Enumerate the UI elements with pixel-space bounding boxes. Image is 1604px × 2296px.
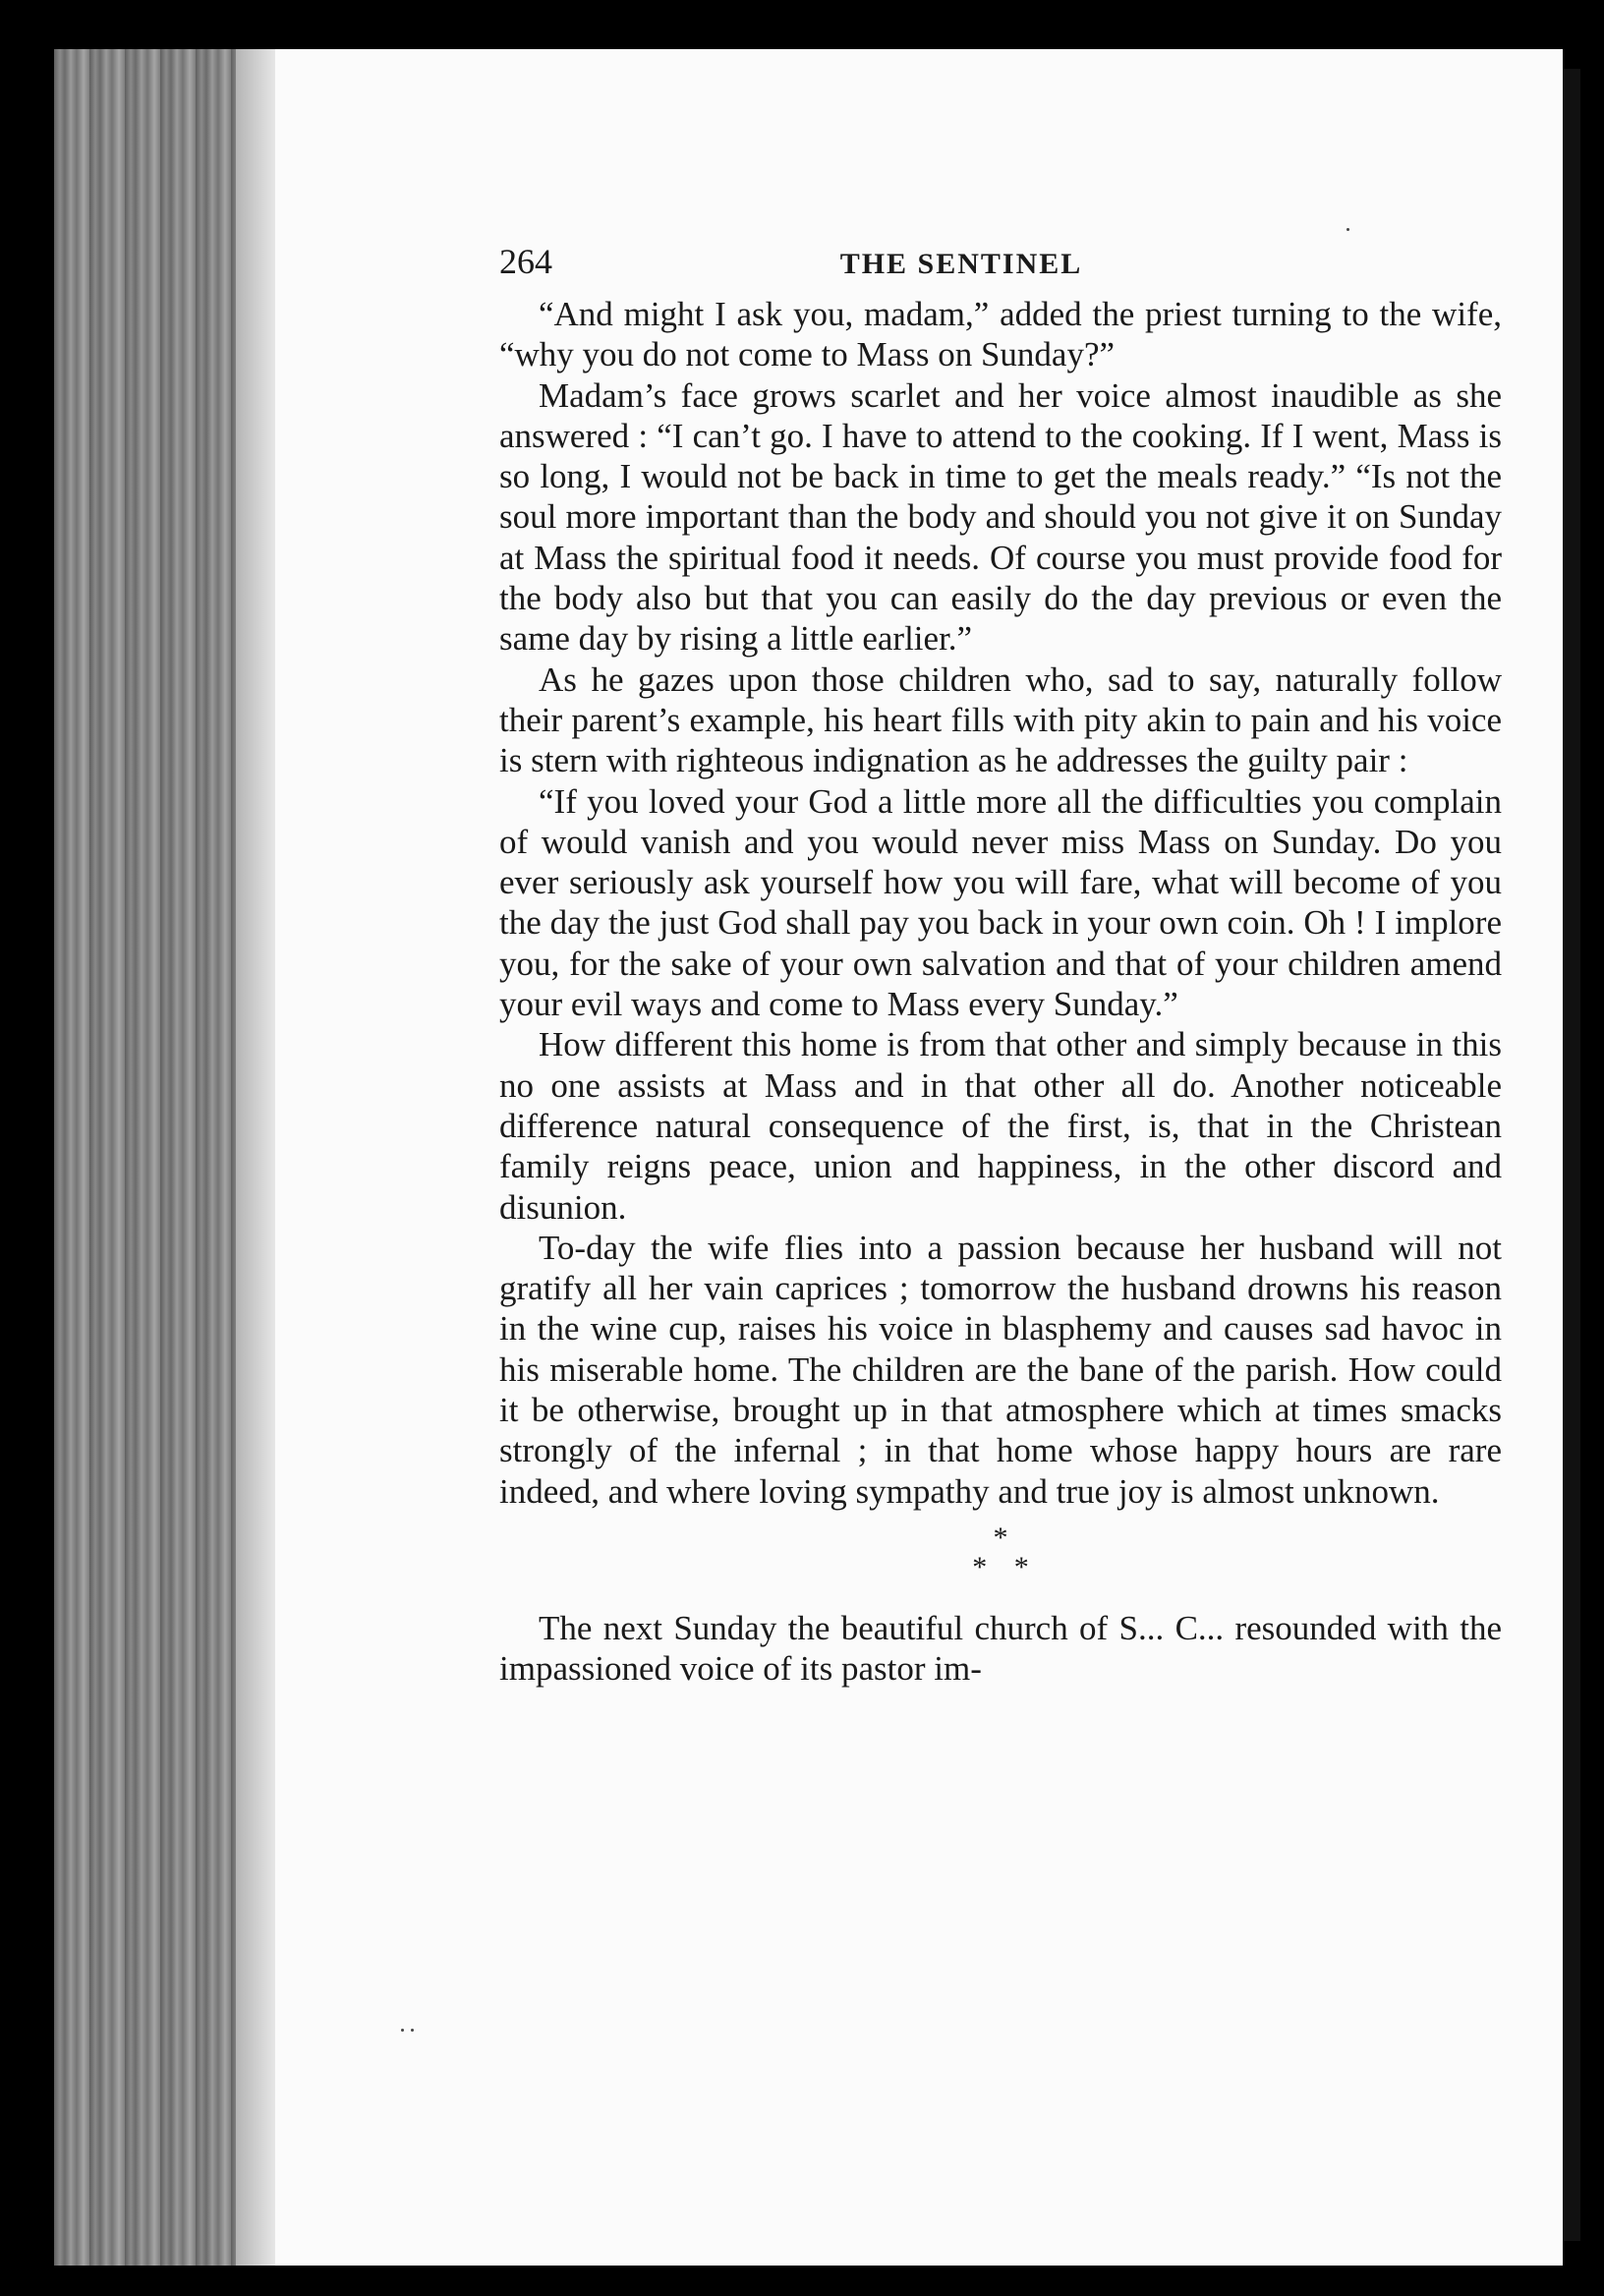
paragraph: To-day the wife flies into a passion because her husband will not gratify all her vain caprices ; tomorrow the husband drowns his reason in the wine cup, raises his voice in blasphemy and causes sad havoc in his miserable home. The children are the bane of the parish. How could it be otherwise, brought up in that atmosphere which at times smacks strongly of the infernal ; in that home whose happy hours are rare indeed, and where loving sympathy and true joy is almost unknown. [499,1228,1502,1511]
paragraph: How different this home is from that other and simply because in this no one assists at Mass and in that other all do. Another noticeable difference natural consequence of the first, is, that in the Christean family reigns peace, union and happiness, in the other discord and disunion. [499,1025,1502,1227]
scan-speck [1346,228,1349,231]
section-break-asterism [499,1523,1502,1582]
paragraph: As he gazes upon those children who, sad to say, naturally follow their parent’s example, his heart fills with pity akin to pain and his voice is stern with righteous indignation as he addresses the guilty pair : [499,660,1502,780]
page-number: 264 [499,242,552,281]
scan-speck [411,2029,414,2032]
paragraph: The next Sunday the beautiful church of S... C... resounded with the impassioned voice of its pastor im- [499,1608,1502,1689]
asterism-bottom: * * [972,1550,1039,1583]
binding-shadow [1563,69,1580,2241]
running-head [499,241,1502,284]
paragraph: Madam’s face grows scarlet and her voice almost inaudible as she answered : “I can’t go. I have to attend to the cooking. If I went, Mass is so long, I would not be back in time to get the meals ready.” “Is not the soul more important than the body and should you not give it on Sunday at Mass the spiritual food it needs. Of course you must provide food for the body also but that you can easily do the day previous or even the same day by rising a little earlier.” [499,375,1502,659]
asterism-top: * [993,1521,1008,1554]
paragraph: “If you loved your God a little more all the difficulties you complain of would vanish and you would never miss Mass on Sunday. Do you ever seriously ask yourself how you will fare, what will become of you the day the just God shall pay you back in your own coin. Oh ! I implore you, for the sake of your own salvation and that of your children amend your evil ways and come to Mass every Sunday.” [499,781,1502,1024]
scan-speck [401,2029,404,2032]
running-title: THE SENTINEL [839,248,1083,280]
page-stack-edges [54,49,275,2266]
page-text [499,241,1502,1690]
paragraph: “And might I ask you, madam,” added the priest turning to the wife, “why you do not come to Mass on Sunday?” [499,295,1502,374]
